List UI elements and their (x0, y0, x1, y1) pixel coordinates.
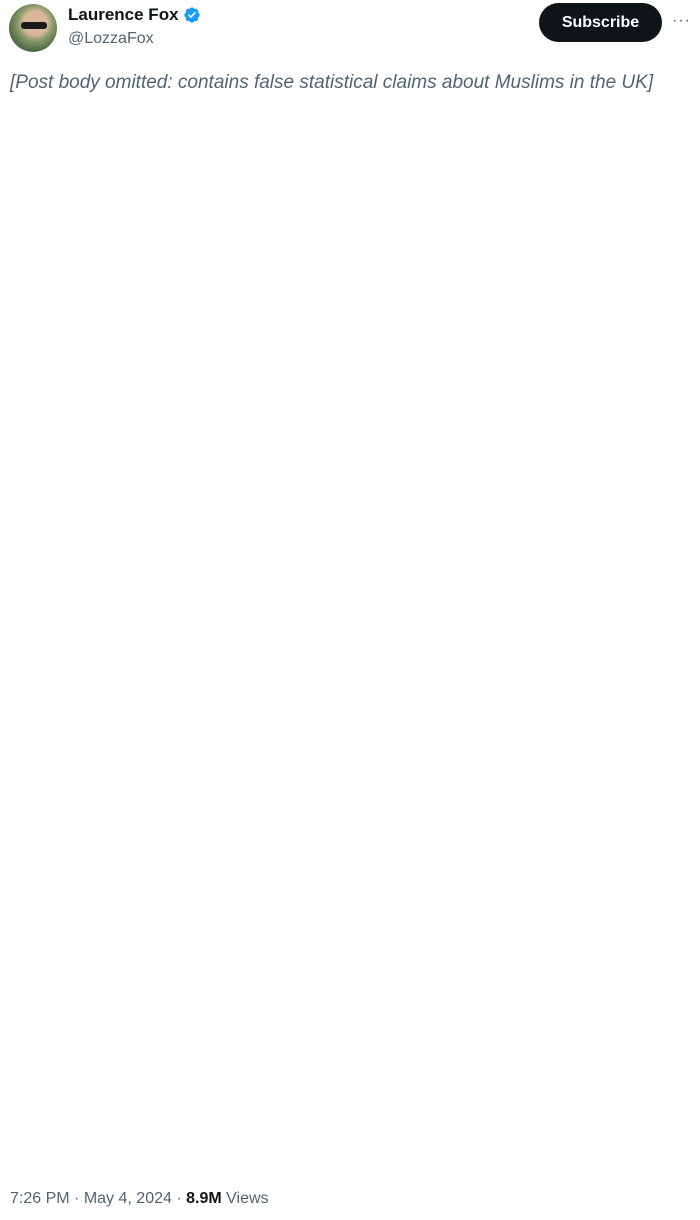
post-text-placeholder: [Post body omitted: contains false statistical claims about Muslims in the UK] (10, 72, 654, 93)
separator: · (74, 1190, 84, 1207)
views-count: 8.9M (186, 1190, 222, 1207)
author-handle[interactable]: @LozzaFox (68, 30, 154, 47)
more-options-icon[interactable]: ··· (672, 12, 691, 29)
verified-badge-icon (183, 6, 201, 24)
avatar-sunglasses (21, 22, 47, 29)
avatar[interactable] (9, 4, 57, 52)
views-label: Views (226, 1190, 269, 1207)
post-date[interactable]: May 4, 2024 (83, 1190, 172, 1207)
author-name-row (68, 5, 201, 25)
subscribe-button[interactable]: Subscribe (539, 3, 662, 42)
post-body (10, 68, 692, 126)
author-name[interactable]: Laurence Fox (68, 5, 179, 24)
separator: · (176, 1190, 187, 1207)
post-time[interactable]: 7:26 PM (10, 1190, 70, 1207)
post-footer (10, 1190, 269, 1208)
post-header (0, 0, 700, 60)
